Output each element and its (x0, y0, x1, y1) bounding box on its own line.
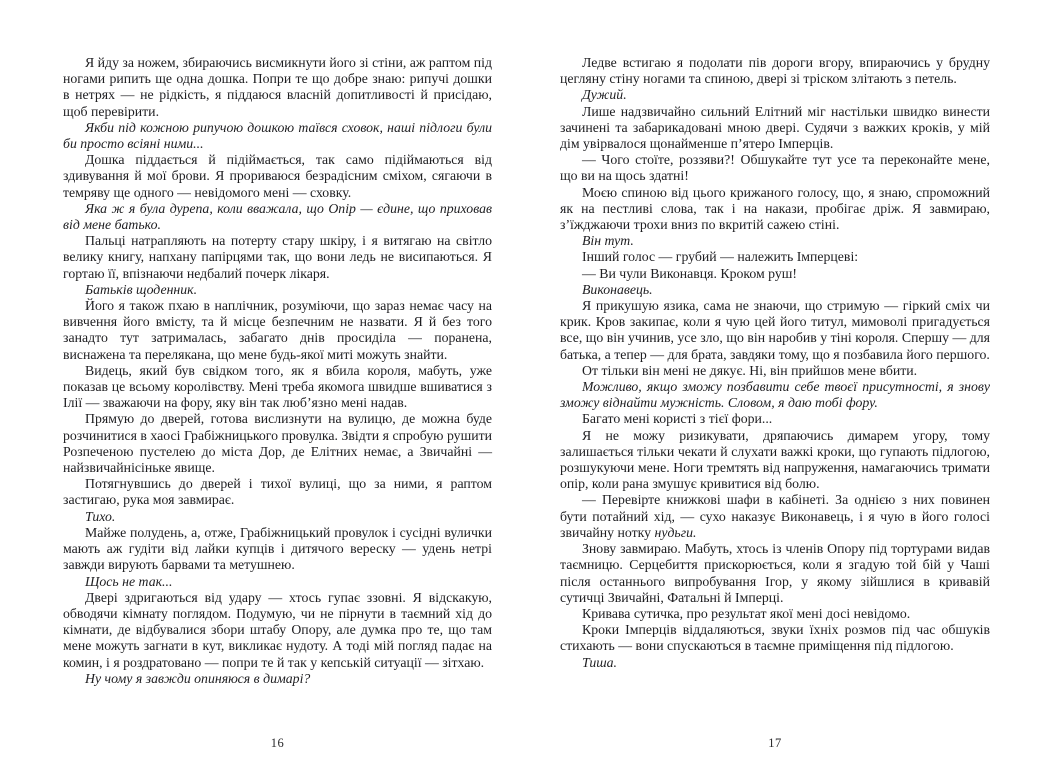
paragraph: Прямую до дверей, готова вислизнути на вулицю, де можна буде розчинитися в хаосі Грабіжницького провулка. Звідти я спробую рушити Розпеченою пустелею до міста Дор, де Елітних немає, а Звичайні — найзвичайнісіньке явище. (63, 411, 492, 476)
paragraph-italic: Батьків щоденник. (85, 281, 198, 297)
paragraph: — Перевірте книжкові шафи в кабінеті. За однією з них повинен бути потайний хід, — сухо наказує Виконавець, і я чую в його голосі звичайну нотку нудьги. (560, 492, 990, 540)
paragraph: От тільки він мені не дякує. Ні, він прийшов мене вбити. (582, 362, 918, 378)
paragraph-italic: Дужий. (582, 87, 627, 103)
paragraph: Лише надзвичайно сильний Елітний міг настільки швидко винести зачинені та забарикадовані мною двері. Судячи з важких кроків, у мій дім увірвалося щонайменше п’ятеро Імперців. (560, 103, 990, 152)
page-right (560, 55, 990, 671)
paragraph-italic: Можливо, якщо зможу позбавити себе твоєї присутності, я знову зможу віднайти мужність. Словом, я даю тобі фору. (560, 379, 990, 411)
paragraph: Двері здригаються від удару — хтось гупає ззовні. Я відскакую, обводячи кімнату поглядом. Подумую, чи не пірнути в таємний хід до кімнати, де відбувалися збори штабу Опору, але думка про те, що там мене можуть загнати в кут, викликає нудоту. А тоді мій погляд падає на комин, і я роздратовано — попри те й так у кепській ситуації — зітхаю. (63, 589, 492, 670)
paragraph: Дошка піддається й підіймається, так само підіймаються від здивування й мої брови. Я прориваюся безрадісним сміхом, сягаючи в темряву ще одного — невідомого мені — сховку. (63, 152, 492, 200)
paragraph-italic: Виконавець. (582, 281, 653, 297)
paragraph: Майже полудень, а, отже, Грабіжницький провулок і сусідні вулички мають аж гудіти від лайки купців і дитячого вереску — удень нетрі завжди вирують барвами та метушнею. (63, 524, 492, 573)
page-number-right: 17 (768, 736, 782, 750)
paragraph: Потягнувшись до дверей і тихої вулиці, що за ними, я раптом застигаю, рука моя завмирає. (63, 476, 492, 508)
paragraph: Знову завмираю. Мабуть, хтось із членів Опору під тортурами видав таємницю. Серцебиття прискорюється, коли я згадую той бій у Чаші після останнього випробування Ігор, у якому зійшлися в кривавій сутичці Звичайні, Фатальні й Імперці. (560, 541, 990, 605)
paragraph-italic: Ну чому я завжди опиняюся в димарі? (85, 670, 311, 686)
paragraph: Я не можу ризикувати, дряпаючись димарем угору, тому залишається тільки чекати й слухати важкі кроки, що гупають підлогою, розшукуючи мене. Ноги тремтять від напруження, намагаючись тримати опір, коли рана змушує кривитися від болю. (560, 427, 990, 492)
page-number-left: 16 (270, 736, 285, 750)
page-left (63, 55, 492, 687)
paragraph: Моєю спиною від цього крижаного голосу, що, я знаю, спроможний як на пестливі слова, так і на накази, пробігає дріж. Я завмираю, з’їжджаючи трохи вниз по вкритій сажею стіні. (560, 184, 990, 233)
paragraph-italic: Якби під кожною рипучою дошкою таївся сховок, наші підлоги були би просто всіяні ними... (63, 119, 492, 152)
paragraph: Кривава сутичка, про результат якої мені досі невідомо. (582, 605, 911, 621)
paragraph-italic: Яка ж я була дурепа, коли вважала, що Опір — єдине, що приховав від мене батько. (63, 200, 492, 233)
paragraph-italic: Тиша. (582, 654, 618, 670)
page-right-text (560, 55, 990, 671)
paragraph: Інший голос — грубий — належить Імперцеві: (582, 249, 859, 265)
paragraph-italic: Він тут. (582, 233, 634, 249)
paragraph: — Чого стоїте, роззяви?! Обшукайте тут усе та переконайте мене, що ви на щось здатні! (560, 152, 990, 184)
paragraph-italic: Тихо. (85, 508, 116, 524)
paragraph: Я прикушую язика, сама не знаючи, що стримую — гіркий сміх чи крик. Кров закипає, коли я чую цей його титул, мимоволі пригадується все, що він учинив, усе зло, що він наробив у тіні короля. Спершу — для батька, а тепер — для брата, завдяки тому, що я позбавила його першого. (560, 298, 990, 362)
paragraph: Видець, який був свідком того, як я вбила короля, мабуть, уже показав це всьому королівству. Мені треба якомога швидше вшиватися з Ілії — зважаючи на фору, яку він так люб’язно мені надав. (63, 362, 492, 411)
page-left-text (63, 55, 492, 687)
paragraph-italic: Щось не так... (85, 573, 173, 589)
paragraph: Кроки Імперців віддаляються, звуки їхніх розмов під час обшуків стихають — вони спускаються в таємне приміщення під підлогою. (560, 622, 990, 654)
paragraph: Я йду за ножем, збираючись висмикнути його зі стіни, аж раптом під ногами рипить ще одна дошка. Попри те що добре знаю: рипучі дошки в нетрях — не рідкість, я піддаюся власній допитливості й присідаю, щоб перевірити. (63, 55, 492, 119)
paragraph: Ледве встигаю я подолати пів дороги вгору, впираючись у брудну цегляну стіну ногами та спиною, двері зі тріском злітають з петель. (560, 55, 990, 87)
paragraph: — Ви чули Виконавця. Кроком руш! (582, 265, 798, 281)
paragraph: Його я також пхаю в наплічник, розуміючи, що зараз немає часу на вивчення його вмісту, та й місце безпечним не назвати. Я й без того занадто тут затрималась, забагато днів просиділа — поранена, виснажена та перелякана, що мене будь-якої миті можуть знайти. (63, 298, 492, 362)
paragraph: Багато мені користі з тієї фори... (582, 411, 773, 427)
paragraph: Пальці натрапляють на потерту стару шкіру, і я витягаю на світло велику книгу, напхану папірцями так, що вони ледь не висипаються. Я гортаю її, впізнаючи недбалий почерк лікаря. (63, 233, 492, 281)
